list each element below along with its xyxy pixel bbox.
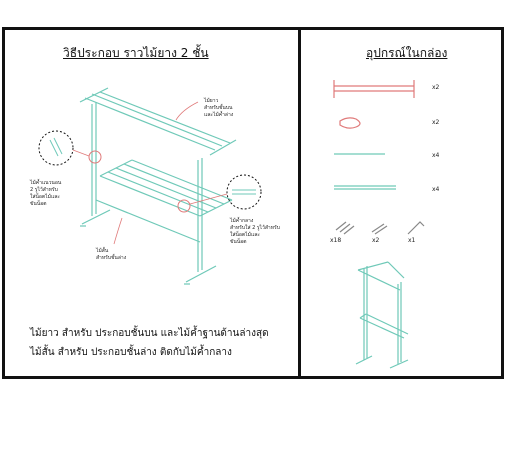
qty-long-bar: x2: [432, 84, 440, 91]
qty-dowels: x2: [372, 237, 380, 244]
callout-right-joint: ไม้ค้ำกลาง สำหรับใส่ 2 รูไว้สำหรับ ใส่น็อตไม้และ ขันน็อต: [230, 218, 280, 245]
instruction-line-2: ไม้สั้น สำหรับ ประกอบชั้นล่าง ติดกับไม้ค้ำกลาง: [30, 347, 232, 358]
qty-bracket: x2: [432, 119, 440, 126]
qty-screws: x18: [330, 237, 342, 244]
qty-allen-key: x1: [408, 237, 416, 244]
callout-short-bar: ไม้สั้น สำหรับชั้นล่าง: [96, 248, 127, 261]
callout-left-joint: ไม้ค้ำแนวนอน 2 รูไว้สำหรับ ใส่น็อตไม้และ ขันน็อต: [30, 180, 62, 207]
assembly-title: วิธีประกอบ ราวไม้ยาง 2 ชั้น: [63, 46, 209, 60]
callout-top-rail: ไม้ยาว สำหรับชั้นบน และไม้ค้ำล่าง: [204, 98, 234, 118]
parts-title: อุปกรณ์ในกล่อง: [366, 46, 448, 60]
qty-rod: x4: [432, 152, 440, 159]
instruction-line-1: ไม้ยาว สำหรับ ประกอบชั้นบน และไม้ค้ำฐานด้านล่างสุด: [30, 328, 269, 339]
qty-rod-pair: x4: [432, 186, 440, 193]
